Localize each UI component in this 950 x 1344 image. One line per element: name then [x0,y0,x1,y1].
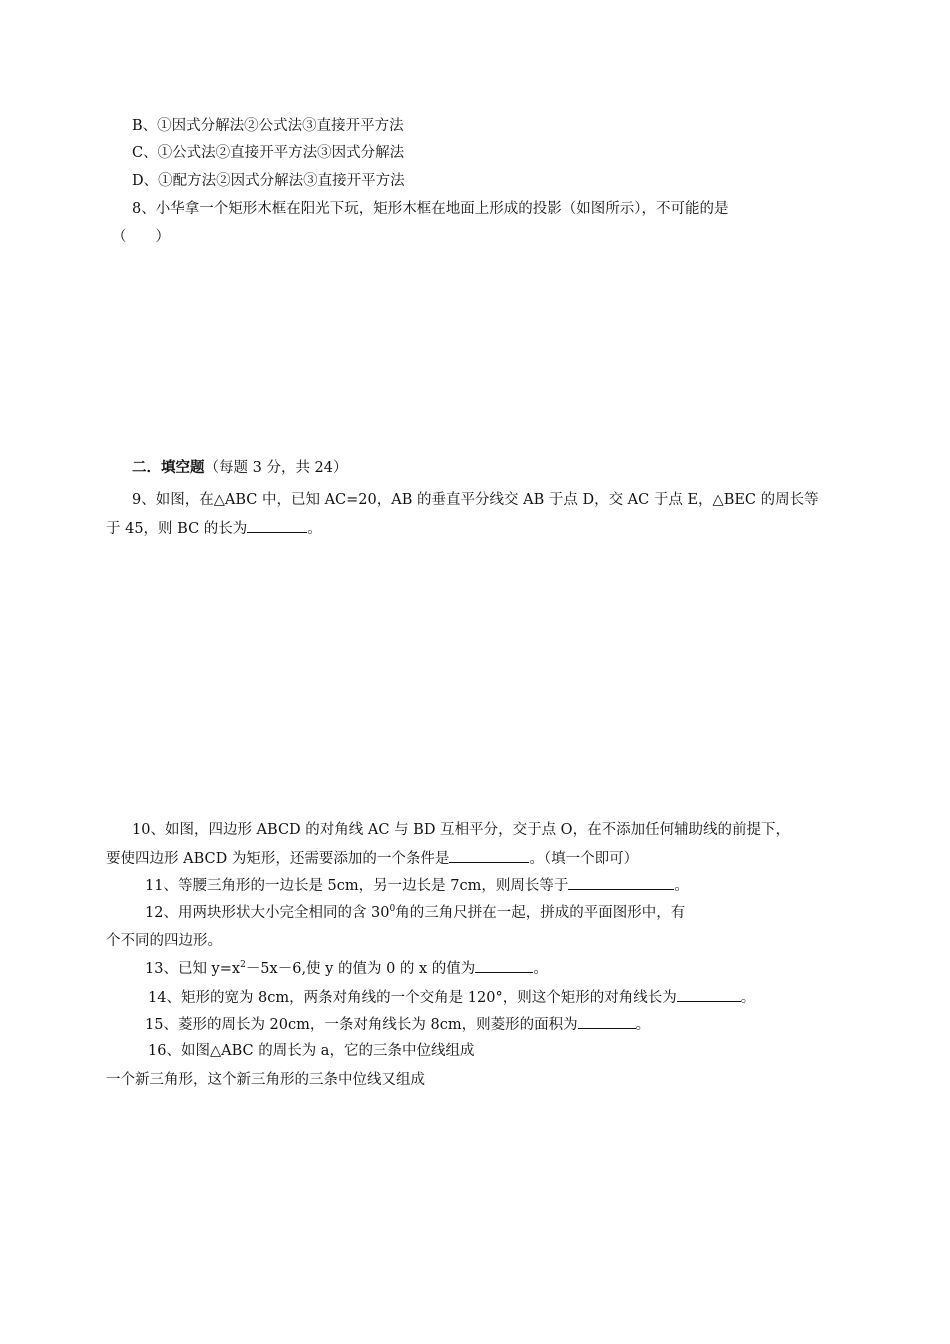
choice-b: B、①因式分解法②公式法③直接开平方法 [132,118,404,134]
question-8-answer-paren: （ ） [112,229,170,245]
choice-c: C、①公式法②直接开平方法③因式分解法 [132,145,405,161]
question-14-text: 14、矩形的宽为 8cm，两条对角线的一个交角是 120°，则这个矩形的对角线长为 [148,990,677,1006]
question-13-text: 13、已知 y=x [145,961,241,977]
question-9-end: 。 [307,521,322,537]
question-13-end: 。 [533,961,548,977]
question-14-answer-blank[interactable] [677,987,741,1002]
question-10-end: 。（填一个即可） [529,851,639,867]
question-10-text: 要使四边形 ABCD 为矩形，还需要添加的一个条件是 [106,851,450,867]
question-16-line1: 16、如图△ABC 的周长为 a，它的三条中位线组成 [148,1043,475,1059]
question-11-answer-blank[interactable] [568,875,674,890]
question-12-line1 [145,903,685,923]
question-9-line2 [106,518,322,539]
question-12-text-end: 角的三角尺拼在一起，拼成的平面图形中，有 [395,905,686,921]
question-9-text: 于 45，则 BC 的长为 [106,521,248,537]
question-11-text: 11、等腰三角形的一边长是 5cm，另一边长是 7cm，则周长等于 [145,878,569,894]
question-8-line1: 8、小华拿一个矩形木框在阳光下玩，矩形木框在地面上形成的投影（如图所示），不可能的是 [132,201,729,217]
question-14-end: 。 [740,990,756,1006]
question-10-line2 [106,848,638,869]
question-14 [148,987,755,1008]
section-2-note: （每题 3 分，共 24） [204,460,348,476]
question-13-exponent: 2 [240,960,246,971]
section-2-heading [132,458,348,478]
question-13 [145,958,548,979]
question-9-line1: 9、如图，在△ABC 中，已知 AC=20，AB 的垂直平分线交 AB 于点 D，交 AC 于点 E，△BEC 的周长等 [132,492,819,508]
question-15-answer-blank[interactable] [578,1014,636,1029]
question-13-answer-blank[interactable] [475,958,533,973]
question-10-answer-blank[interactable] [449,848,529,863]
question-15 [145,1014,650,1035]
question-9-answer-blank[interactable] [247,518,307,533]
question-16-line2: 一个新三角形，这个新三角形的三条中位线又组成 [106,1072,425,1088]
question-15-end: 。 [635,1017,651,1033]
question-15-text: 15、菱形的周长为 20cm，一条对角线长为 8cm，则菱形的面积为 [145,1017,578,1033]
question-12-text: 12、用两块形状大小完全相同的含 30 [145,905,390,921]
choice-d: D、①配方法②因式分解法③直接开平方法 [132,173,405,189]
question-12-degree: 0 [389,904,396,915]
question-10-line1: 10、如图，四边形 ABCD 的对角线 AC 与 BD 互相平分，交于点 O，在不添加任何辅助线的前提下， [132,822,791,838]
question-11 [145,875,689,896]
section-2-title: 二．填空题 [132,459,205,476]
question-12-line2: 个不同的四边形。 [106,933,222,949]
question-11-end: 。 [674,878,689,894]
question-13-text-mid: －5x－6,使 y 的值为 0 的 x 的值为 [245,961,476,977]
